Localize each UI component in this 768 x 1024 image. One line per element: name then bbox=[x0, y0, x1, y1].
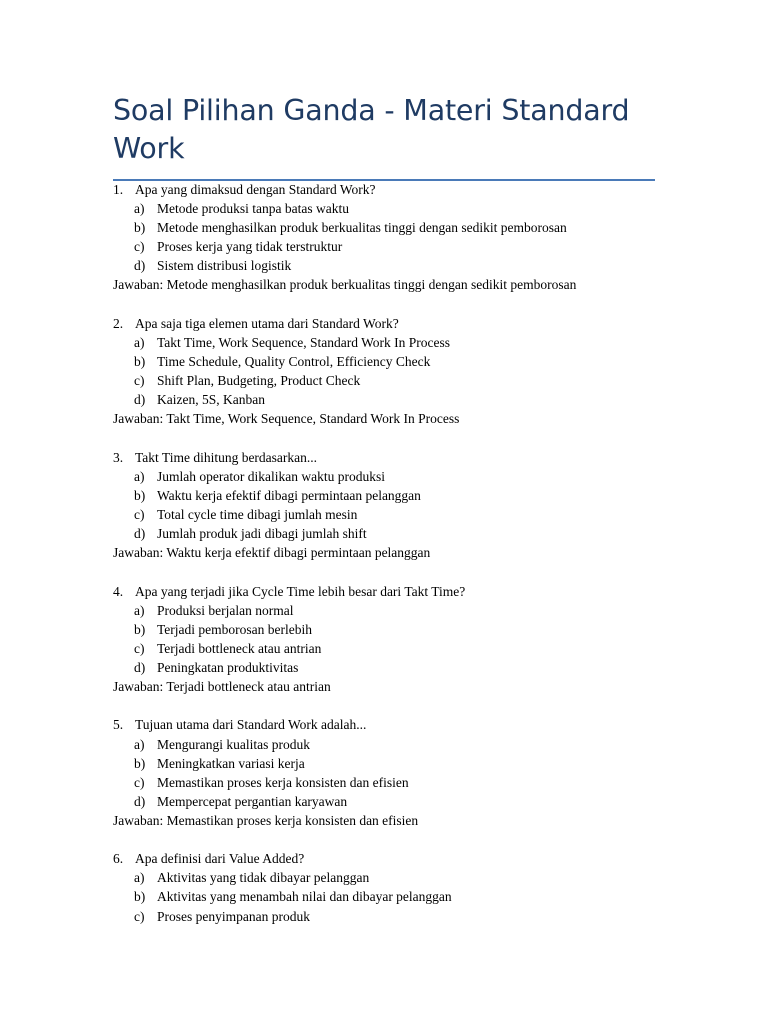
question-row bbox=[113, 180, 713, 199]
option-label: d) bbox=[134, 258, 146, 274]
option-label: a) bbox=[134, 468, 145, 484]
option-row bbox=[113, 524, 713, 543]
question-text: Apa definisi dari Value Added? bbox=[135, 851, 305, 867]
option-row bbox=[113, 371, 713, 390]
option-label: a) bbox=[134, 870, 145, 886]
option-text: Jumlah produk jadi dibagi jumlah shift bbox=[157, 526, 367, 542]
question-text: Apa yang terjadi jika Cycle Time lebih besar dari Takt Time? bbox=[135, 583, 466, 599]
question-row bbox=[113, 448, 713, 467]
option-row bbox=[113, 352, 713, 371]
question-text: Takt Time dihitung berdasarkan... bbox=[135, 449, 318, 465]
option-text: Takt Time, Work Sequence, Standard Work In Process bbox=[157, 334, 450, 350]
answer-row bbox=[113, 543, 713, 562]
option-row bbox=[113, 256, 713, 275]
blank-line bbox=[113, 830, 713, 849]
question-row bbox=[113, 314, 713, 333]
option-label: a) bbox=[134, 602, 145, 618]
question-text: Apa yang dimaksud dengan Standard Work? bbox=[135, 182, 376, 197]
answer-text: Jawaban: Terjadi bottleneck atau antrian bbox=[113, 679, 331, 695]
question-number: 5. bbox=[113, 717, 124, 733]
question-list bbox=[113, 180, 713, 926]
option-label: b) bbox=[134, 220, 146, 236]
option-row bbox=[113, 792, 713, 811]
question-6 bbox=[113, 849, 713, 925]
question-4 bbox=[113, 582, 713, 697]
option-row bbox=[113, 505, 713, 524]
option-label: d) bbox=[134, 793, 146, 809]
option-text: Time Schedule, Quality Control, Efficiency Check bbox=[157, 354, 431, 370]
option-label: c) bbox=[134, 640, 145, 656]
blank-line bbox=[113, 696, 713, 715]
option-label: b) bbox=[134, 354, 146, 370]
option-text: Kaizen, 5S, Kanban bbox=[157, 392, 265, 408]
question-5 bbox=[113, 715, 713, 830]
option-text: Jumlah operator dikalikan waktu produksi bbox=[157, 468, 385, 484]
option-row bbox=[113, 601, 713, 620]
answer-text: Jawaban: Waktu kerja efektif dibagi permintaan pelanggan bbox=[113, 545, 431, 561]
document-title: Soal Pilihan Ganda - Materi Standard Work bbox=[113, 94, 630, 165]
answer-row bbox=[113, 275, 713, 294]
option-label: b) bbox=[134, 755, 146, 771]
option-label: c) bbox=[134, 373, 145, 389]
option-row bbox=[113, 887, 713, 906]
blank-line bbox=[113, 428, 713, 447]
option-text: Memastikan proses kerja konsisten dan efisien bbox=[157, 774, 409, 790]
option-row bbox=[113, 868, 713, 887]
option-text: Peningkatan produktivitas bbox=[157, 659, 299, 675]
option-text: Mempercepat pergantian karyawan bbox=[157, 793, 348, 809]
option-text: Mengurangi kualitas produk bbox=[157, 736, 310, 752]
option-row bbox=[113, 907, 713, 926]
option-label: d) bbox=[134, 526, 146, 542]
option-row bbox=[113, 390, 713, 409]
option-row bbox=[113, 773, 713, 792]
option-row bbox=[113, 658, 713, 677]
option-text: Proses kerja yang tidak terstruktur bbox=[157, 239, 343, 255]
answer-row bbox=[113, 677, 713, 696]
option-label: c) bbox=[134, 774, 145, 790]
answer-row bbox=[113, 409, 713, 428]
blank-line bbox=[113, 295, 713, 314]
option-text: Terjadi bottleneck atau antrian bbox=[157, 640, 322, 656]
option-text: Aktivitas yang tidak dibayar pelanggan bbox=[157, 870, 370, 886]
option-text: Aktivitas yang menambah nilai dan dibayar pelanggan bbox=[157, 889, 452, 905]
option-row bbox=[113, 486, 713, 505]
question-2 bbox=[113, 314, 713, 429]
option-label: d) bbox=[134, 659, 146, 675]
option-row bbox=[113, 199, 713, 218]
option-row bbox=[113, 735, 713, 754]
question-number: 4. bbox=[113, 583, 124, 599]
option-label: a) bbox=[134, 201, 145, 217]
answer-text: Jawaban: Metode menghasilkan produk berkualitas tinggi dengan sedikit pemborosan bbox=[113, 277, 577, 293]
question-text: Apa saja tiga elemen utama dari Standard Work? bbox=[135, 315, 399, 331]
option-row bbox=[113, 467, 713, 486]
option-row bbox=[113, 620, 713, 639]
option-label: a) bbox=[134, 334, 145, 350]
option-text: Total cycle time dibagi jumlah mesin bbox=[157, 507, 358, 522]
option-label: b) bbox=[134, 621, 146, 637]
answer-text: Jawaban: Takt Time, Work Sequence, Standard Work In Process bbox=[113, 411, 460, 427]
option-row bbox=[113, 237, 713, 256]
question-row bbox=[113, 582, 713, 601]
question-3 bbox=[113, 448, 713, 563]
option-text: Meningkatkan variasi kerja bbox=[157, 755, 305, 771]
question-number: 2. bbox=[113, 315, 124, 331]
option-text: Shift Plan, Budgeting, Product Check bbox=[157, 373, 361, 389]
option-text: Terjadi pemborosan berlebih bbox=[157, 621, 312, 637]
option-text: Sistem distribusi logistik bbox=[157, 258, 292, 274]
option-label: c) bbox=[134, 507, 145, 522]
option-label: b) bbox=[134, 889, 146, 905]
option-text: Produksi berjalan normal bbox=[157, 602, 294, 618]
question-number: 3. bbox=[113, 449, 124, 465]
option-label: a) bbox=[134, 736, 145, 752]
option-text: Metode menghasilkan produk berkualitas tinggi dengan sedikit pemborosan bbox=[157, 220, 567, 236]
option-label: b) bbox=[134, 487, 146, 503]
option-text: Waktu kerja efektif dibagi permintaan pelanggan bbox=[157, 487, 421, 503]
question-row bbox=[113, 849, 713, 868]
option-label: c) bbox=[134, 908, 145, 924]
option-row bbox=[113, 639, 713, 658]
option-row bbox=[113, 218, 713, 237]
question-1 bbox=[113, 180, 713, 295]
option-text: Metode produksi tanpa batas waktu bbox=[157, 201, 349, 217]
option-row bbox=[113, 754, 713, 773]
option-label: d) bbox=[134, 392, 146, 408]
question-number: 6. bbox=[113, 851, 124, 867]
question-text: Tujuan utama dari Standard Work adalah... bbox=[135, 717, 367, 733]
question-number: 1. bbox=[113, 182, 124, 197]
blank-line bbox=[113, 562, 713, 581]
question-row bbox=[113, 715, 713, 734]
option-row bbox=[113, 333, 713, 352]
option-text: Proses penyimpanan produk bbox=[157, 908, 310, 924]
answer-text: Jawaban: Memastikan proses kerja konsisten dan efisien bbox=[113, 812, 419, 828]
answer-row bbox=[113, 811, 713, 830]
option-label: c) bbox=[134, 239, 145, 255]
